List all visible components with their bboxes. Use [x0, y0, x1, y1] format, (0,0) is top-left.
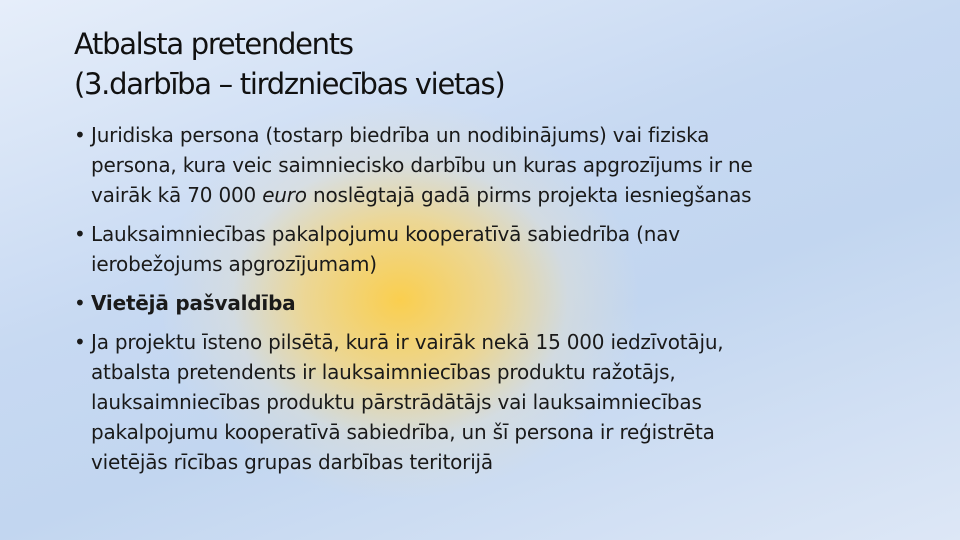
- bullet-line: pakalpojumu kooperatīvā sabiedrība, un šī persona ir reģistrēta: [91, 420, 715, 444]
- bullet-line: persona, kura veic saimniecisko darbību un kuras apgrozījums ir ne: [91, 153, 753, 177]
- bullet-item-eligible-persons: [74, 120, 844, 210]
- title-line-2: (3.darbība – tirdzniecības vietas): [74, 67, 505, 101]
- bullet-line: atbalsta pretendents ir lauksaimniecības produktu ražotājs,: [91, 360, 676, 384]
- bullet-line: Lauksaimniecības pakalpojumu kooperatīvā sabiedrība (nav: [91, 222, 680, 246]
- slide-title: [74, 24, 894, 104]
- bullet-text: vairāk kā 70 000: [91, 183, 263, 207]
- bullet-dot-icon: •: [74, 222, 86, 246]
- bullet-item-city-condition: [74, 327, 844, 477]
- bullet-item-municipality: [74, 288, 844, 318]
- title-line-1: Atbalsta pretendents: [74, 27, 353, 61]
- bullet-line: ierobežojums apgrozījumam): [91, 252, 377, 276]
- bullet-dot-icon: •: [74, 291, 86, 315]
- bullet-line: Vietējā pašvaldība: [91, 291, 296, 315]
- bullet-line: Juridiska persona (tostarp biedrība un nodibinājums) vai fiziska: [91, 123, 710, 147]
- bullet-text: noslēgtajā gadā pirms projekta iesniegšanas: [306, 183, 752, 207]
- bullet-line: lauksaimniecības produktu pārstrādātājs vai lauksaimniecības: [91, 390, 702, 414]
- bullet-line: [91, 180, 844, 210]
- bullet-text-emphasis: euro: [262, 183, 307, 207]
- bullet-line: vietējās rīcības grupas darbības teritorijā: [91, 450, 493, 474]
- bullet-dot-icon: •: [74, 330, 86, 354]
- bullet-dot-icon: •: [74, 123, 86, 147]
- bullet-line: Ja projektu īsteno pilsētā, kurā ir vairāk nekā 15 000 iedzīvotāju,: [91, 330, 724, 354]
- bullet-list: [74, 120, 844, 486]
- bullet-item-cooperative: [74, 219, 844, 279]
